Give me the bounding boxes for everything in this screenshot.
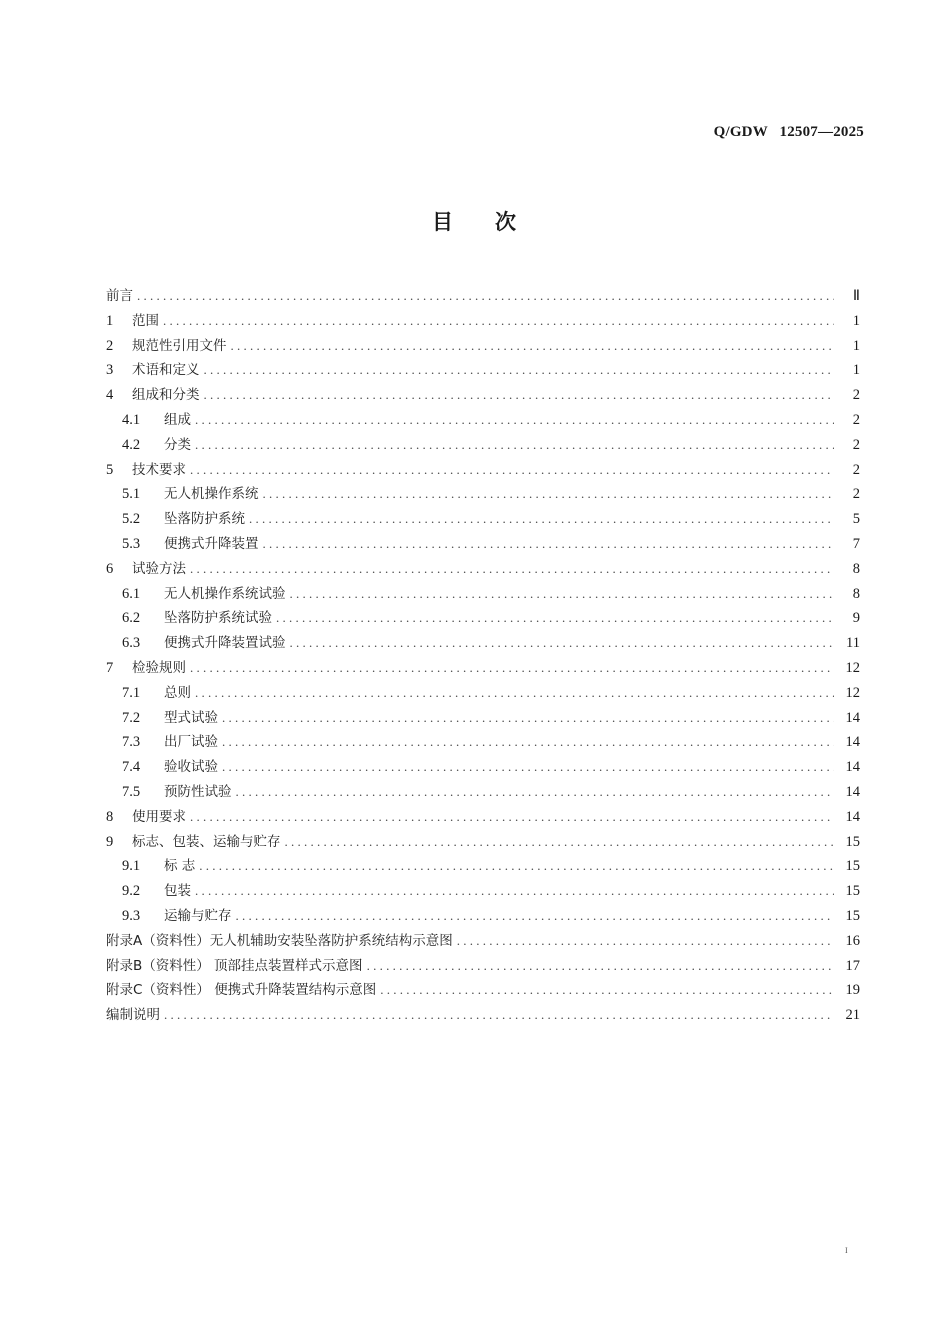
toc-entry-label[interactable]: 便携式升降装置 (164, 535, 259, 552)
toc-entry-label[interactable]: 总则 (164, 684, 191, 701)
toc-entry-number: 5.2 (122, 511, 141, 528)
toc-entry[interactable] (106, 582, 860, 607)
toc-entry-page[interactable]: 17 (845, 957, 860, 974)
toc-entry-number: 7 (106, 659, 114, 676)
toc-entry-page[interactable]: 12 (845, 684, 860, 701)
toc-entry-label[interactable]: 型式试验 (164, 709, 218, 726)
toc-entry[interactable] (106, 358, 860, 383)
toc-entry-number: 4.1 (122, 411, 141, 428)
dot-leader (195, 433, 834, 458)
dot-leader (195, 681, 834, 706)
toc-entry-page[interactable]: 5 (852, 511, 860, 528)
dot-leader (263, 482, 835, 507)
toc-entry-page[interactable]: 7 (852, 535, 860, 552)
page-title (0, 206, 950, 236)
toc-entry-page[interactable]: 2 (852, 411, 860, 428)
dot-leader (222, 706, 834, 731)
toc-entry-page[interactable]: 14 (845, 709, 860, 726)
standard-code: Q/GDW 12507—2025 (713, 124, 864, 140)
toc-entry-page[interactable]: 16 (845, 932, 860, 949)
toc-entry[interactable] (106, 879, 860, 904)
toc-entry-number: 9.1 (122, 858, 141, 875)
toc-entry-label[interactable]: 附录A（资料性）无人机辅助安装坠落防护系统结构示意图 (106, 932, 453, 949)
toc-entry-page[interactable]: 15 (845, 858, 860, 875)
toc-entry-page[interactable]: 2 (852, 461, 860, 478)
toc-entry-label[interactable]: 包装 (164, 883, 191, 900)
toc-entry-label[interactable]: 组成 (164, 411, 191, 428)
toc-entry[interactable] (106, 805, 860, 830)
toc-entry-page[interactable]: 11 (846, 635, 860, 652)
toc-entry-page[interactable]: 19 (845, 982, 860, 999)
toc-entry-label[interactable]: 编制说明 (106, 1007, 160, 1024)
toc-entry-page[interactable]: 1 (852, 362, 860, 379)
toc-entry-label[interactable]: 验收试验 (164, 759, 218, 776)
toc-entry-label[interactable]: 坠落防护系统 (164, 511, 245, 528)
toc-entry-label[interactable]: 附录B（资料性） 顶部挂点装置样式示意图 (106, 957, 363, 974)
toc-entry[interactable] (106, 309, 860, 334)
toc-entry-page[interactable]: 14 (845, 734, 860, 751)
toc-entry-label[interactable]: 运输与贮存 (164, 907, 232, 924)
toc-entry[interactable] (106, 334, 860, 359)
dot-leader (222, 755, 834, 780)
toc-entry-page[interactable]: 12 (845, 659, 860, 676)
toc-entry-number: 7.2 (122, 709, 141, 726)
toc-entry-page[interactable]: 2 (852, 387, 860, 404)
toc-entry-number: 9.2 (122, 883, 141, 900)
dot-leader (204, 358, 835, 383)
toc-entry[interactable] (106, 730, 860, 755)
toc-entry-page[interactable]: Ⅱ (852, 288, 860, 304)
toc-entry-label[interactable]: 分类 (164, 436, 191, 453)
toc-entry[interactable] (106, 1003, 860, 1028)
toc-entry-number: 1 (106, 312, 114, 329)
toc-entry-label[interactable]: 规范性引用文件 (132, 337, 227, 354)
toc-entry-number: 4 (106, 387, 114, 404)
toc-entry-page[interactable]: 1 (852, 312, 860, 329)
table-of-contents (106, 284, 860, 1028)
toc-entry[interactable] (106, 433, 860, 458)
toc-entry-label[interactable]: 范围 (132, 312, 159, 329)
toc-entry[interactable] (106, 904, 860, 929)
toc-entry-number: 6.1 (122, 585, 141, 602)
toc-entry[interactable] (106, 284, 860, 309)
dot-leader (236, 904, 835, 929)
toc-entry[interactable] (106, 854, 860, 879)
toc-entry-number: 5.1 (122, 486, 141, 503)
toc-entry-page[interactable]: 14 (845, 759, 860, 776)
dot-leader (231, 334, 835, 359)
toc-entry[interactable] (106, 706, 860, 731)
toc-entry[interactable] (106, 780, 860, 805)
toc-entry-page[interactable]: 21 (845, 1007, 860, 1024)
toc-entry-number: 5.3 (122, 535, 141, 552)
toc-entry-label[interactable]: 组成和分类 (132, 387, 200, 404)
toc-entry-page[interactable]: 1 (852, 337, 860, 354)
toc-entry-number: 6.3 (122, 635, 141, 652)
toc-entry-page[interactable]: 8 (852, 585, 860, 602)
dot-leader (190, 557, 834, 582)
toc-entry-page[interactable]: 2 (852, 436, 860, 453)
dot-leader (137, 284, 834, 309)
toc-entry-label[interactable]: 前言 (106, 288, 133, 304)
toc-entry[interactable] (106, 408, 860, 433)
toc-entry-label[interactable]: 标 志 (164, 858, 196, 875)
toc-entry-number: 6.2 (122, 610, 141, 627)
toc-entry-label[interactable]: 附录C（资料性） 便携式升降装置结构示意图 (106, 982, 377, 999)
dot-leader (380, 978, 834, 1003)
dot-leader (222, 730, 834, 755)
toc-entry[interactable] (106, 458, 860, 483)
dot-leader (263, 532, 835, 557)
toc-entry[interactable] (106, 830, 860, 855)
dot-leader (276, 606, 834, 631)
dot-leader (195, 879, 834, 904)
toc-entry-label[interactable]: 术语和定义 (132, 362, 200, 379)
toc-entry-number: 7.5 (122, 783, 141, 800)
toc-entry[interactable] (106, 482, 860, 507)
toc-entry-label[interactable]: 技术要求 (132, 461, 186, 478)
toc-entry-label[interactable]: 预防性试验 (164, 783, 232, 800)
toc-entry-page[interactable]: 15 (845, 833, 860, 850)
dot-leader (285, 830, 835, 855)
toc-entry[interactable] (106, 606, 860, 631)
toc-entry-page[interactable]: 9 (852, 610, 860, 627)
dot-leader (367, 954, 834, 979)
dot-leader (199, 854, 834, 879)
toc-entry-page[interactable]: 15 (845, 883, 860, 900)
title-char-1: 目 (432, 210, 455, 234)
dot-leader (236, 780, 835, 805)
toc-entry-number: 7.4 (122, 759, 141, 776)
toc-entry-label[interactable]: 坠落防护系统试验 (164, 610, 272, 627)
toc-entry[interactable] (106, 557, 860, 582)
dot-leader (195, 408, 834, 433)
dot-leader (190, 656, 834, 681)
dot-leader (164, 1003, 834, 1028)
toc-entry-number: 7.3 (122, 734, 141, 751)
dot-leader (190, 458, 834, 483)
toc-entry[interactable] (106, 978, 860, 1003)
toc-entry-page[interactable]: 14 (845, 783, 860, 800)
toc-entry-page[interactable]: 8 (852, 560, 860, 577)
dot-leader (290, 582, 835, 607)
toc-entry-page[interactable]: 14 (845, 808, 860, 825)
toc-entry[interactable] (106, 954, 860, 979)
toc-entry-label[interactable]: 标志、包装、运输与贮存 (132, 833, 281, 850)
toc-entry-number: 9 (106, 833, 114, 850)
toc-entry-number: 6 (106, 560, 114, 577)
title-char-2: 次 (495, 210, 518, 234)
toc-entry-label[interactable]: 无人机操作系统试验 (164, 585, 286, 602)
toc-entry-label[interactable]: 无人机操作系统 (164, 486, 259, 503)
toc-entry-page[interactable]: 2 (852, 486, 860, 503)
toc-entry-number: 8 (106, 808, 114, 825)
toc-entry-number: 5 (106, 461, 114, 478)
toc-entry[interactable] (106, 929, 860, 954)
dot-leader (163, 309, 834, 334)
dot-leader (190, 805, 834, 830)
toc-entry-label[interactable]: 检验规则 (132, 659, 186, 676)
toc-entry[interactable] (106, 681, 860, 706)
toc-entry[interactable] (106, 656, 860, 681)
toc-entry-number: 9.3 (122, 907, 141, 924)
toc-entry-label[interactable]: 试验方法 (132, 560, 186, 577)
toc-entry[interactable] (106, 631, 860, 656)
toc-entry[interactable] (106, 383, 860, 408)
toc-entry-number: 2 (106, 337, 114, 354)
toc-entry-label[interactable]: 便携式升降装置试验 (164, 635, 286, 652)
toc-entry[interactable] (106, 507, 860, 532)
dot-leader (249, 507, 834, 532)
toc-entry-label[interactable]: 使用要求 (132, 808, 186, 825)
toc-entry[interactable] (106, 532, 860, 557)
toc-entry-number: 3 (106, 362, 114, 379)
toc-entry-number: 4.2 (122, 436, 141, 453)
page-number: I (845, 1246, 848, 1255)
toc-entry[interactable] (106, 755, 860, 780)
toc-entry-page[interactable]: 15 (845, 907, 860, 924)
dot-leader (457, 929, 834, 954)
toc-entry-label[interactable]: 出厂试验 (164, 734, 218, 751)
dot-leader (290, 631, 835, 656)
dot-leader (204, 383, 835, 408)
toc-entry-number: 7.1 (122, 684, 141, 701)
